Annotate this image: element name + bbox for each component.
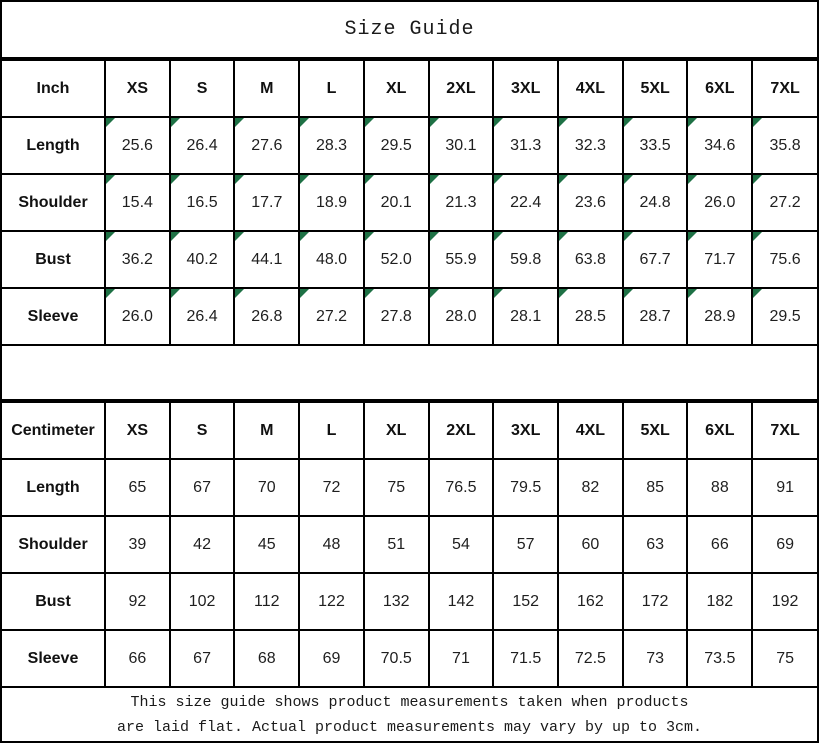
- size-header-cell: 2XL: [429, 60, 494, 117]
- measurement-value: 152: [512, 592, 540, 610]
- measurement-value-cell: [493, 174, 558, 231]
- measurement-value: 122: [318, 592, 345, 610]
- cell-flag-icon: [624, 232, 633, 241]
- measurement-value: 27.6: [251, 136, 283, 154]
- table-separator: [2, 346, 817, 401]
- measurement-value-cell: [429, 516, 494, 573]
- cell-flag-icon: [624, 118, 633, 127]
- measurement-value-cell: [105, 117, 170, 174]
- measurement-value: 16.5: [186, 193, 218, 211]
- measurement-value-cell: [558, 117, 623, 174]
- measurement-value: 67.7: [639, 250, 671, 268]
- measurement-value: 25.6: [121, 136, 153, 154]
- measurement-value: 17.7: [251, 193, 283, 211]
- measurement-value: 24.8: [639, 193, 671, 211]
- measurement-row: [2, 516, 817, 573]
- measurement-value-cell: [687, 288, 752, 345]
- measurement-value: 66: [128, 649, 147, 667]
- cell-flag-icon: [430, 232, 439, 241]
- measurement-value-cell: [493, 117, 558, 174]
- size-header-row: [2, 60, 817, 117]
- measurement-value: 65: [128, 478, 147, 496]
- cell-flag-icon: [624, 175, 633, 184]
- measurement-value: 67: [193, 478, 211, 496]
- size-header-cell: S: [170, 60, 235, 117]
- measurement-value: 23.6: [574, 193, 606, 211]
- size-header-cell: 4XL: [558, 60, 623, 117]
- measurement-value: 66: [710, 535, 729, 553]
- measurement-value-cell: [623, 288, 688, 345]
- footer-note-line1: This size guide shows product measurements taken when products: [130, 693, 689, 711]
- cell-flag-icon: [753, 232, 762, 241]
- measurement-value: 26.0: [121, 307, 153, 325]
- measurement-value-cell: [558, 459, 623, 516]
- measurement-value: 55.9: [445, 250, 477, 268]
- cell-flag-icon: [365, 289, 374, 298]
- measurement-value-cell: [429, 174, 494, 231]
- cell-flag-icon: [753, 289, 762, 298]
- measurement-value-cell: [234, 117, 299, 174]
- cell-flag-icon: [300, 175, 309, 184]
- measurement-value-cell: [752, 174, 817, 231]
- footer-note-line2: are laid flat. Actual product measurements may vary by up to 3cm.: [116, 718, 703, 736]
- inch-size-table: [2, 59, 817, 346]
- measurement-value: 31.3: [510, 136, 542, 154]
- measurement-value-cell: [170, 516, 235, 573]
- measurement-value: 26.8: [251, 307, 283, 325]
- measurement-value: 142: [447, 592, 475, 610]
- cell-flag-icon: [559, 175, 568, 184]
- size-header-cell: 4XL: [558, 402, 623, 459]
- measurement-value-cell: [687, 516, 752, 573]
- measurement-value-cell: [558, 516, 623, 573]
- measurement-value: 27.8: [380, 307, 412, 325]
- cell-flag-icon: [235, 175, 244, 184]
- size-header-cell: 7XL: [752, 402, 817, 459]
- measurement-value-cell: [623, 459, 688, 516]
- measurement-value: 192: [771, 592, 799, 610]
- measurement-label-cell: Bust: [2, 231, 105, 288]
- measurement-value: 29.5: [380, 136, 412, 154]
- measurement-value-cell: [234, 573, 299, 630]
- measurement-value-cell: [170, 630, 235, 687]
- cell-flag-icon: [300, 232, 309, 241]
- measurement-value: 79.5: [510, 478, 542, 496]
- measurement-value: 35.8: [769, 136, 801, 154]
- measurement-value: 71.5: [510, 649, 542, 667]
- measurement-value-cell: [364, 459, 429, 516]
- cell-flag-icon: [171, 175, 180, 184]
- cell-flag-icon: [171, 118, 180, 127]
- measurement-value-cell: [752, 117, 817, 174]
- measurement-value-cell: [623, 630, 688, 687]
- cell-flag-icon: [106, 232, 115, 241]
- measurement-value: 40.2: [186, 250, 218, 268]
- measurement-row: [2, 630, 817, 687]
- size-header-cell: M: [234, 60, 299, 117]
- measurement-value: 102: [188, 592, 216, 610]
- measurement-value: 26.0: [704, 193, 736, 211]
- measurement-value: 28.3: [315, 136, 348, 154]
- measurement-value-cell: [105, 459, 170, 516]
- measurement-value-cell: [493, 573, 558, 630]
- measurement-row: [2, 573, 817, 630]
- measurement-value-cell: [687, 231, 752, 288]
- size-header-row: [2, 402, 817, 459]
- cell-flag-icon: [106, 289, 115, 298]
- cell-flag-icon: [106, 175, 115, 184]
- measurement-value: 67: [193, 649, 211, 667]
- size-header-cell: L: [299, 402, 364, 459]
- measurement-value: 73: [646, 649, 664, 667]
- measurement-value-cell: [429, 117, 494, 174]
- measurement-row: [2, 459, 817, 516]
- cell-flag-icon: [235, 118, 244, 127]
- cell-flag-icon: [430, 289, 439, 298]
- cell-flag-icon: [300, 289, 309, 298]
- measurement-value-cell: [170, 459, 235, 516]
- measurement-value: 75: [776, 649, 794, 667]
- measurement-value-cell: [558, 288, 623, 345]
- measurement-value: 91: [776, 478, 794, 496]
- measurement-value: 72: [322, 478, 341, 496]
- cell-flag-icon: [559, 118, 568, 127]
- cell-flag-icon: [753, 175, 762, 184]
- measurement-value-cell: [558, 573, 623, 630]
- measurement-value-cell: [687, 459, 752, 516]
- cell-flag-icon: [688, 232, 697, 241]
- cell-flag-icon: [235, 289, 244, 298]
- measurement-value-cell: [623, 516, 688, 573]
- measurement-value-cell: [429, 288, 494, 345]
- measurement-value-cell: [105, 516, 170, 573]
- measurement-label-cell: Shoulder: [2, 174, 105, 231]
- measurement-value-cell: [558, 630, 623, 687]
- cell-flag-icon: [300, 118, 309, 127]
- measurement-value-cell: [364, 630, 429, 687]
- cell-flag-icon: [688, 289, 697, 298]
- measurement-value: 70: [257, 478, 276, 496]
- measurement-value-cell: [752, 231, 817, 288]
- size-header-cell: XS: [105, 402, 170, 459]
- measurement-value-cell: [234, 174, 299, 231]
- measurement-value: 28.9: [704, 307, 736, 325]
- measurement-label-cell: Shoulder: [2, 516, 105, 573]
- cell-flag-icon: [171, 232, 180, 241]
- measurement-value: 172: [641, 592, 669, 610]
- measurement-value: 15.4: [121, 193, 153, 211]
- measurement-value: 132: [382, 592, 410, 610]
- measurement-value-cell: [623, 231, 688, 288]
- measurement-value-cell: [558, 174, 623, 231]
- measurement-value-cell: [364, 231, 429, 288]
- cell-flag-icon: [494, 232, 503, 241]
- measurement-value-cell: [234, 516, 299, 573]
- measurement-value: 60: [581, 535, 600, 553]
- measurement-value: 70.5: [380, 649, 412, 667]
- size-header-cell: M: [234, 402, 299, 459]
- measurement-value-cell: [687, 630, 752, 687]
- cell-flag-icon: [235, 232, 244, 241]
- measurement-label-cell: Sleeve: [2, 630, 105, 687]
- measurement-value: 112: [254, 592, 280, 610]
- measurement-value-cell: [687, 117, 752, 174]
- measurement-value: 48: [322, 535, 341, 553]
- size-header-cell: 3XL: [493, 60, 558, 117]
- measurement-row: [2, 231, 817, 288]
- measurement-value: 27.2: [769, 193, 801, 211]
- measurement-value-cell: [170, 573, 235, 630]
- measurement-value-cell: [493, 630, 558, 687]
- cell-flag-icon: [753, 118, 762, 127]
- size-header-cell: XL: [364, 60, 429, 117]
- measurement-value-cell: [364, 573, 429, 630]
- measurement-value-cell: [623, 573, 688, 630]
- measurement-value-cell: [299, 288, 364, 345]
- measurement-value: 28.7: [639, 307, 671, 325]
- measurement-value: 28.0: [445, 307, 477, 325]
- measurement-value: 72.5: [574, 649, 606, 667]
- cell-flag-icon: [688, 175, 697, 184]
- measurement-value-cell: [234, 630, 299, 687]
- measurement-value: 71: [452, 649, 470, 667]
- size-header-cell: 2XL: [429, 402, 494, 459]
- measurement-value-cell: [299, 573, 364, 630]
- cell-flag-icon: [365, 118, 374, 127]
- measurement-value-cell: [687, 573, 752, 630]
- cell-flag-icon: [624, 289, 633, 298]
- measurement-value: 76.5: [445, 478, 477, 496]
- measurement-value-cell: [170, 174, 235, 231]
- measurement-value: 28.1: [510, 307, 542, 325]
- measurement-value-cell: [299, 231, 364, 288]
- measurement-value: 52.0: [380, 250, 412, 268]
- measurement-value: 63: [646, 535, 664, 553]
- measurement-value-cell: [493, 516, 558, 573]
- measurement-value: 85: [646, 478, 664, 496]
- measurement-value: 28.5: [574, 307, 606, 325]
- size-header-cell: 3XL: [493, 402, 558, 459]
- measurement-row: [2, 288, 817, 345]
- cell-flag-icon: [688, 118, 697, 127]
- measurement-value-cell: [364, 174, 429, 231]
- measurement-value: 34.6: [704, 136, 736, 154]
- unit-header-cell: Centimeter: [2, 402, 105, 459]
- measurement-label-cell: Length: [2, 459, 105, 516]
- measurement-value-cell: [170, 288, 235, 345]
- measurement-value: 68: [257, 649, 276, 667]
- measurement-value: 59.8: [510, 250, 542, 268]
- measurement-value-cell: [752, 516, 817, 573]
- measurement-value-cell: [299, 117, 364, 174]
- measurement-value-cell: [364, 516, 429, 573]
- size-header-cell: S: [170, 402, 235, 459]
- measurement-value: 71.7: [704, 250, 736, 268]
- cell-flag-icon: [494, 175, 503, 184]
- measurement-value-cell: [105, 573, 170, 630]
- measurement-value-cell: [170, 231, 235, 288]
- cell-flag-icon: [365, 232, 374, 241]
- cell-flag-icon: [559, 289, 568, 298]
- measurement-value-cell: [623, 174, 688, 231]
- measurement-value: 63.8: [574, 250, 606, 268]
- measurement-value-cell: [429, 573, 494, 630]
- measurement-value: 44.1: [251, 250, 283, 268]
- measurement-value: 92: [128, 592, 147, 610]
- cell-flag-icon: [494, 118, 503, 127]
- size-header-cell: L: [299, 60, 364, 117]
- measurement-value: 26.4: [186, 307, 218, 325]
- measurement-value: 27.2: [315, 307, 348, 325]
- measurement-value: 75: [387, 478, 406, 496]
- size-header-cell: 5XL: [623, 402, 688, 459]
- cell-flag-icon: [494, 289, 503, 298]
- measurement-value-cell: [752, 288, 817, 345]
- measurement-value: 22.4: [510, 193, 542, 211]
- measurement-label-cell: Length: [2, 117, 105, 174]
- measurement-value: 20.1: [380, 193, 412, 211]
- measurement-value: 18.9: [315, 193, 348, 211]
- measurement-value-cell: [105, 630, 170, 687]
- measurement-value-cell: [558, 231, 623, 288]
- measurement-value-cell: [429, 231, 494, 288]
- cell-flag-icon: [430, 175, 439, 184]
- cell-flag-icon: [365, 175, 374, 184]
- measurement-value: 162: [577, 592, 604, 610]
- measurement-value-cell: [105, 174, 170, 231]
- measurement-value-cell: [170, 117, 235, 174]
- measurement-value: 54: [452, 535, 470, 553]
- measurement-value-cell: [299, 459, 364, 516]
- footer-note: [2, 688, 817, 741]
- measurement-value-cell: [429, 630, 494, 687]
- measurement-value-cell: [752, 459, 817, 516]
- measurement-value: 39: [128, 535, 147, 553]
- measurement-value: 32.3: [574, 136, 606, 154]
- size-header-cell: XS: [105, 60, 170, 117]
- measurement-value: 26.4: [186, 136, 218, 154]
- measurement-value-cell: [752, 630, 817, 687]
- measurement-value-cell: [105, 231, 170, 288]
- measurement-value-cell: [687, 174, 752, 231]
- measurement-value-cell: [299, 174, 364, 231]
- cell-flag-icon: [559, 232, 568, 241]
- measurement-value: 75.6: [769, 250, 801, 268]
- measurement-value: 30.1: [445, 136, 477, 154]
- measurement-value: 36.2: [121, 250, 153, 268]
- size-header-cell: 7XL: [752, 60, 817, 117]
- centimeter-size-table: [2, 401, 817, 688]
- measurement-row: [2, 174, 817, 231]
- size-header-cell: 6XL: [687, 60, 752, 117]
- measurement-value-cell: [752, 573, 817, 630]
- measurement-value: 69: [322, 649, 341, 667]
- measurement-value: 45: [257, 535, 276, 553]
- measurement-value-cell: [429, 459, 494, 516]
- page-title: Size Guide: [344, 18, 475, 41]
- cell-flag-icon: [171, 289, 180, 298]
- measurement-value-cell: [234, 459, 299, 516]
- measurement-value: 33.5: [639, 136, 671, 154]
- cell-flag-icon: [106, 118, 115, 127]
- measurement-row: [2, 117, 817, 174]
- measurement-value: 29.5: [769, 307, 801, 325]
- size-header-cell: 5XL: [623, 60, 688, 117]
- measurement-value: 82: [581, 478, 600, 496]
- measurement-value: 48.0: [315, 250, 348, 268]
- measurement-value-cell: [234, 288, 299, 345]
- measurement-value-cell: [493, 288, 558, 345]
- measurement-value: 57: [516, 535, 535, 553]
- measurement-label-cell: Bust: [2, 573, 105, 630]
- measurement-value: 182: [706, 592, 734, 610]
- measurement-value-cell: [364, 117, 429, 174]
- unit-header-cell: Inch: [2, 60, 105, 117]
- measurement-value: 69: [776, 535, 794, 553]
- measurement-value-cell: [493, 459, 558, 516]
- size-header-cell: XL: [364, 402, 429, 459]
- measurement-value-cell: [299, 630, 364, 687]
- measurement-value-cell: [623, 117, 688, 174]
- measurement-label-cell: Sleeve: [2, 288, 105, 345]
- measurement-value: 88: [710, 478, 729, 496]
- measurement-value-cell: [105, 288, 170, 345]
- measurement-value-cell: [493, 231, 558, 288]
- size-header-cell: 6XL: [687, 402, 752, 459]
- measurement-value: 73.5: [704, 649, 736, 667]
- measurement-value: 42: [193, 535, 211, 553]
- title-row: [2, 2, 817, 59]
- measurement-value-cell: [299, 516, 364, 573]
- measurement-value-cell: [234, 231, 299, 288]
- measurement-value-cell: [364, 288, 429, 345]
- measurement-value: 51: [387, 535, 406, 553]
- cell-flag-icon: [430, 118, 439, 127]
- measurement-value: 21.3: [445, 193, 477, 211]
